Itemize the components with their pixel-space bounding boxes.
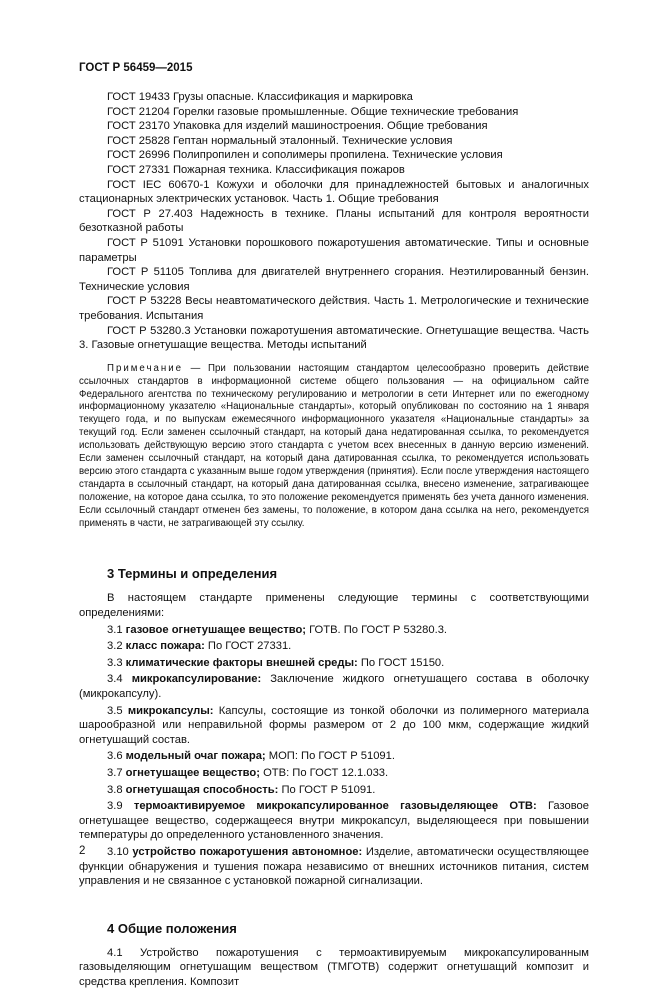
term-name: газовое огнетушащее вещество; [125, 623, 306, 636]
term-entry [79, 845, 589, 889]
term-entry [79, 639, 589, 654]
term-definition: ОТВ: По ГОСТ 12.1.033. [259, 767, 389, 779]
section-3-body [79, 591, 589, 888]
term-entry [79, 749, 589, 764]
term-definition: По ГОСТ Р 51091. [278, 783, 376, 796]
term-definition: По ГОСТ 27331. [204, 640, 292, 653]
reference-item: ГОСТ Р 53280.3 Установки пожаротушения автоматические. Огнетушащие вещества. Часть 3. Газовые огнетушащие вещества. Методы испытаний [79, 324, 589, 352]
reference-item: ГОСТ 25828 Гептан нормальный эталонный. Технические условия [107, 134, 453, 147]
reference-item: ГОСТ Р 53228 Весы неавтоматического действия. Часть 1. Метрологические и технические требования. Испытания [79, 295, 589, 322]
term-name: микрокапсулы: [127, 704, 214, 717]
note-label: Примечание [107, 362, 184, 374]
term-definition: По ГОСТ 15150. [357, 656, 445, 669]
note-paragraph [79, 363, 589, 531]
term-number: 3.7 [107, 767, 123, 779]
term-number: 3.5 [107, 704, 123, 717]
section-3-heading: 3 Термины и определения [107, 566, 278, 582]
section-3-intro: В настоящем стандарте применены следующие термины с соответствующими определениями: [79, 592, 589, 620]
reference-item: ГОСТ Р 51091 Установки порошкового пожаротушения автоматические. Типы и основные параметры [79, 236, 589, 264]
term-entry [79, 704, 589, 748]
reference-item: ГОСТ IEC 60670-1 Кожухи и оболочки для принадлежностей бытовых и аналогичных стационарных электрических установок. Часть 1. Общие требования [79, 178, 589, 206]
reference-item: ГОСТ 21204 Горелки газовые промышленные. Общие технические требования [107, 105, 519, 118]
note-text: — При пользовании настоящим стандартом целесообразно проверить действие ссылочных стандартов в информационной системе общего пользования — на официальном сайте Федерального агентства по техническому регулированию и метрологии в сети Интернет или по ежегодному информационному указателю «Национальные стандарты», который опубликован по состоянию на 1 января текущего года, и по выпускам ежемесячного информационного указателя «Национальные стандарты» за текущий год. Если заменен ссылочный стандарт, на который дана недатированная ссылка, то рекомендуется использовать действующую версию этого стандарта с учетом всех внесенных в данную версию изменений. Если заменен ссылочный стандарт, на который дана датированная ссылка, то рекомендуется использовать версию этого стандарта с указанным выше годом утверждения (принятия). Если после утверждения настоящего стандарта в ссылочный стандарт, на который дана датированная ссылка, внесено изменение, затрагивающее положение, на которое дана ссылка, то это положение рекомендуется применять без учета данного изменения. Если ссылочный стандарт отменен без замены, то положение, в котором дана ссылка на него, рекомендуется применять в части, не затрагивающей эту ссылку. [79, 362, 589, 529]
term-name: огнетушащее вещество; [125, 767, 260, 779]
term-entry [79, 766, 589, 781]
term-entry [79, 656, 589, 671]
page-content [79, 90, 589, 990]
term-number: 3.9 [107, 800, 123, 813]
term-number: 3.10 [107, 845, 129, 858]
term-entry [79, 799, 589, 843]
term-definition: ГОТВ. По ГОСТ Р 53280.3. [306, 623, 448, 636]
term-name: класс пожара: [125, 640, 205, 653]
term-number: 3.2 [107, 640, 123, 653]
term-name: устройство пожаротушения автономное: [132, 845, 363, 858]
page-header: ГОСТ Р 56459—2015 [79, 62, 193, 74]
term-entry [79, 672, 589, 701]
page-number: 2 [79, 845, 86, 857]
term-entry [79, 623, 589, 638]
term-definition: Капсулы, состоящие из тонкой оболочки из полимерного материала шарообразной или неправильной формы размером от 2 до 100 мкм, содержащие жидкий огнетушащий состав. [79, 704, 590, 746]
reference-item: ГОСТ Р 51105 Топлива для двигателей внутреннего сгорания. Неэтилированный бензин. Технические условия [79, 266, 589, 293]
term-number: 3.6 [107, 750, 123, 763]
term-name: микрокапсулирование: [131, 673, 262, 686]
term-number: 3.1 [107, 623, 123, 636]
reference-item: ГОСТ 26996 Полипропилен и сополимеры пропилена. Технические условия [107, 149, 503, 162]
term-definition: Газовое огнетушащее вещество, содержащееся внутри микрокапсул, выделяющееся при повышении температуры до определенного установленного значения. [79, 800, 589, 842]
reference-item: ГОСТ 27331 Пожарная техника. Классификация пожаров [107, 163, 405, 176]
section-4-heading: 4 Общие положения [107, 920, 237, 936]
term-entry [79, 783, 589, 798]
section-4-body [79, 946, 589, 990]
term-name: климатические факторы внешней среды: [125, 656, 358, 669]
reference-item: ГОСТ Р 27.403 Надежность в технике. Планы испытаний для контроля вероятности безотказной работы [79, 207, 589, 235]
reference-list [79, 90, 589, 353]
term-definition: Изделие, автоматически осуществляющее функции обнаружения и тушения пожара независимо от внешних источников питания, систем управления и не связанное с установкой пожарной сигнализации. [79, 845, 590, 888]
reference-item: ГОСТ 19433 Грузы опасные. Классификация и маркировка [107, 91, 413, 103]
term-number: 3.3 [107, 656, 123, 669]
term-definition: МОП: По ГОСТ Р 51091. [265, 750, 395, 763]
term-name: модельный очаг пожара; [125, 750, 266, 763]
reference-item: ГОСТ 23170 Упаковка для изделий машиностроения. Общие требования [107, 120, 488, 133]
term-definition: Заключение жидкого огнетушащего состава в оболочку (микрокапсулу). [79, 673, 589, 701]
term-name: огнетушащая способность: [125, 783, 279, 796]
term-number: 3.4 [107, 673, 123, 686]
term-name: термоактивируемое микрокапсулированное газовыделяющее ОТВ: [133, 800, 537, 813]
term-number: 3.8 [107, 783, 123, 796]
section-4-paragraph: 4.1 Устройство пожаротушения с термоактивируемым микрокапсулированным газовыделяющим огнетушащим веществом (ТМГОТВ) содержит огнетушащий композит и средства крепления. Композит [79, 946, 589, 988]
